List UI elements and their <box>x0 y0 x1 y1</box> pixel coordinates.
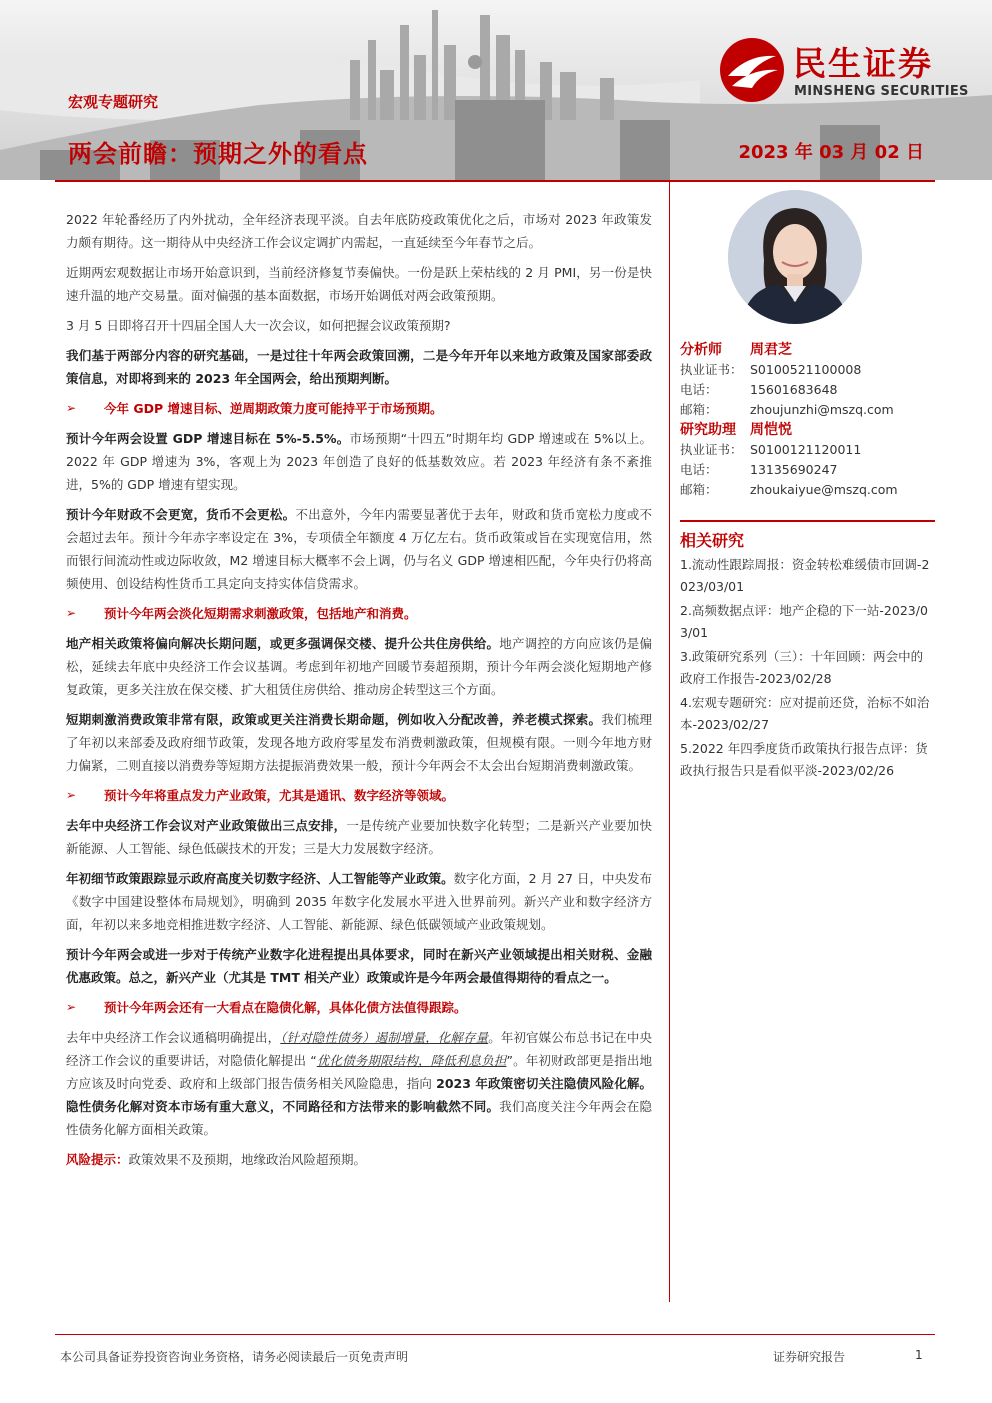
risk-note <box>66 1148 652 1171</box>
logo-mark-icon <box>718 36 788 106</box>
paragraph <box>66 943 652 989</box>
arrow-bullet-icon: ➢ <box>66 606 77 620</box>
key-point-text: 今年 GDP 增速目标、逆周期政策力度可能持平于市场预期。 <box>104 401 443 416</box>
paragraph-text: 不出意外，今年内需要显著优于去年，财政和货币宽松力度或不会超过去年。预计今年赤字率设定在 3%，专项债全年额度 4 万亿左右。货币政策或旨在实现宽信用，然而银行间流动性或边际收敛，M2 增速目标大概率不会上调，仍与名义 GDP 增速相匹配，今年央行仍将高频使用、创设结构性货币工具定向支持实体信贷需求。 <box>66 507 652 591</box>
paragraph <box>66 867 652 936</box>
paragraph: 近期两宏观数据让市场开始意识到，当前经济修复节奏偏快。一份是跃上荣枯线的 2 月 PMI，另一份是快速升温的地产交易量。面对偏强的基本面数据，市场开始调低对两会政策预期。 <box>66 265 652 303</box>
bold-text: 预计今年两会设置 GDP 增速目标在 5%-5.5%。 <box>66 431 350 446</box>
paragraph-text: ”。年初财政部更是指出地方应该及时向党委、政府和上级部门报告债务相关风险隐患，指向 <box>66 1053 652 1091</box>
portrait-image <box>728 190 862 324</box>
paragraph-text: 地产调控的方向应该仍是偏松，延续去年底中央经济工作会议基调。考虑到年初地产回暖节奏超预期，预计今年两会淡化短期地产修复政策，更多关注放在保交楼、扩大租赁住房供给、推动房企转型这三个方面。 <box>66 636 652 697</box>
related-item[interactable]: 2.高频数据点评：地产企稳的下一站-2023/03/01 <box>680 603 928 640</box>
analyst-photo <box>728 190 862 324</box>
paragraph-text: 我们梳理了年初以来部委及政府细节政策，发现各地方政府零星发布消费刺激政策，但规模有限。一则今年地方财力偏紧，二则直接以消费券等短期方法提振消费效果一般，预计今年两会不太会出台短期消费刺激政策。 <box>66 712 652 773</box>
key-point-text: 预计今年将重点发力产业政策，尤其是通讯、数字经济等领域。 <box>104 788 455 803</box>
phone-label: 电话： <box>680 462 718 477</box>
analyst-email-row <box>680 400 935 420</box>
emphasis-text: （针对隐性债务）遏制增量，化解存量 <box>280 1030 489 1045</box>
key-point-text: 预计今年两会还有一大看点在隐债化解，具体化债方法值得跟踪。 <box>104 1000 467 1015</box>
assistant-row <box>680 420 935 440</box>
email-link[interactable]: zhoujunzhi@mszq.com <box>750 402 894 417</box>
bold-text: 预计今年财政不会更宽，货币不会更松。 <box>66 507 296 522</box>
phone-number: 15601683648 <box>750 382 838 397</box>
assistant-cert-row <box>680 440 935 460</box>
paragraph-text: 数字化方面，2 月 27 日，中央发布《数字中国建设整体布局规划》，明确到 2035 年数字化发展水平进入世界前列。新兴产业和数字经济方面，年初以来多地竞相推进数字经济、人工智能、新能源、绿色低碳领域产业政策规划。 <box>66 871 652 932</box>
footer-report-kind: 证券研究报告 <box>773 1350 846 1364</box>
arrow-bullet-icon: ➢ <box>66 788 77 802</box>
phone-number: 13135690247 <box>750 462 838 477</box>
column-divider <box>669 182 670 1302</box>
bold-text: 短期刺激消费政策非常有限，政策或更关注消费长期命题，例如收入分配改善，养老模式探索。 <box>66 712 602 727</box>
header-rule <box>55 180 935 182</box>
analyst-phone-row <box>680 380 935 400</box>
paragraph-text: 市场预期“十四五”时期年均 GDP 增速或在 5%以上。2022 年 GDP 增速为 3%，客观上为 2023 年创造了良好的低基数效应。若 2023 年经济有条不紊推进，5%的 GDP 增速有望实现。 <box>66 431 652 492</box>
header-banner <box>0 0 992 180</box>
logo-name: 民生证券 <box>793 44 933 83</box>
email-label: 邮箱： <box>680 482 718 497</box>
analyst-name: 周君芝 <box>750 342 792 358</box>
related-item[interactable]: 5.2022 年四季度货币政策执行报告点评：货政执行报告只是看似平淡-2023/02/26 <box>680 741 928 778</box>
report-date: 2023 年 03 月 02 日 <box>738 142 924 163</box>
related-rule <box>680 520 935 522</box>
paragraph <box>66 1026 652 1141</box>
risk-label: 风险提示： <box>66 1152 129 1167</box>
page-number: 1 <box>915 1348 923 1362</box>
bold-text: 地产相关政策将偏向解决长期问题，或更多强调保交楼、提升公共住房供给。 <box>66 636 500 651</box>
footer-disclaimer: 本公司具备证券投资咨询业务资格，请务必阅读最后一页免责声明 <box>60 1350 409 1364</box>
analyst-info <box>680 340 935 500</box>
key-point <box>66 996 652 1019</box>
bold-text: 年初细节政策跟踪显示政府高度关切数字经济、人工智能等产业政策。 <box>66 871 454 886</box>
email-link[interactable]: zhoukaiyue@mszq.com <box>750 482 898 497</box>
paragraph-text: 我们高度关注今年两会在隐性债务化解方面相关政策。 <box>66 1099 652 1137</box>
assistant-email-row <box>680 480 935 500</box>
paragraph-text: 一是传统产业要加快数字化转型；二是新兴产业要加快新能源、人工智能、绿色低碳技术的开发；三是大力发展数字经济。 <box>66 818 652 856</box>
paragraph <box>66 632 652 701</box>
related-item[interactable]: 4.宏观专题研究：应对提前还贷，治标不如治本-2023/02/27 <box>680 695 930 732</box>
emphasis-text: 优化债务期限结构，降低利息负担 <box>316 1053 507 1068</box>
logo-subtitle: MINSHENG SECURITIES <box>794 84 969 99</box>
analyst-row <box>680 340 935 360</box>
footer-rule <box>55 1334 935 1335</box>
paragraph <box>66 503 652 595</box>
email-label: 邮箱： <box>680 402 718 417</box>
analyst-label: 分析师 <box>680 342 722 358</box>
main-content <box>66 208 652 1178</box>
related-item[interactable]: 3.政策研究系列（三）：十年回顾：两会中的政府工作报告-2023/02/28 <box>680 649 924 686</box>
assistant-phone-row <box>680 460 935 480</box>
arrow-bullet-icon: ➢ <box>66 401 77 415</box>
assistant-name: 周恺悦 <box>750 422 792 438</box>
paragraph-text: 。年初官媒公布总书记在中央经济工作会议的重要讲话，对隐债化解提出 “ <box>66 1030 652 1068</box>
paragraph <box>66 427 652 496</box>
key-point <box>66 397 652 420</box>
bold-text: 预计今年两会或进一步对于传统产业数字化进程提出具体要求，同时在新兴产业领域提出相关财税、金融优惠政策。总之，新兴产业（尤其是 TMT 相关产业）政策或许是今年两会最值得期待的看点之一。 <box>66 947 652 985</box>
key-point-text: 预计今年两会淡化短期需求刺激政策，包括地产和消费。 <box>104 606 417 621</box>
arrow-bullet-icon: ➢ <box>66 1000 77 1014</box>
assistant-label: 研究助理 <box>680 422 736 438</box>
key-point <box>66 602 652 625</box>
paragraph: 3 月 5 日即将召开十四届全国人大一次会议，如何把握会议政策预期? <box>66 318 451 333</box>
paragraph <box>66 708 652 777</box>
cert-label: 执业证书： <box>680 442 743 457</box>
analyst-cert-row <box>680 360 935 380</box>
report-type: 宏观专题研究 <box>68 93 159 111</box>
paragraph <box>66 814 652 860</box>
key-point <box>66 784 652 807</box>
company-logo <box>718 36 968 106</box>
paragraph: 2022 年轮番经历了内外扰动，全年经济表现平淡。自去年底防疫政策优化之后，市场对 2023 年政策发力颇有期待。这一期待从中央经济工作会议定调扩内需起，一直延续至今年春节之后。 <box>66 212 652 250</box>
page-title: 两会前瞻：预期之外的看点 <box>68 140 368 168</box>
cert-number: S0100521100008 <box>750 362 862 377</box>
bold-text: 2023 年政策密切关注隐债风险化解。隐性债务化解对资本市场有重大意义，不同路径和方法带来的影响截然不同。 <box>66 1076 652 1114</box>
bold-text: 我们基于两部分内容的研究基础，一是过往十年两会政策回溯，二是今年开年以来地方政策及国家部委政策信息，对即将到来的 2023 年全国两会，给出预期判断。 <box>66 348 652 386</box>
phone-label: 电话： <box>680 382 718 397</box>
related-item[interactable]: 1.流动性跟踪周报：资金转松难缓债市回调-2023/03/01 <box>680 557 930 594</box>
bold-text: 去年中央经济工作会议对产业政策做出三点安排， <box>66 818 347 833</box>
paragraph-text: 去年中央经济工作会议通稿明确提出， <box>66 1030 281 1045</box>
related-list <box>680 554 930 784</box>
cert-label: 执业证书： <box>680 362 743 377</box>
paragraph <box>66 344 652 390</box>
related-title: 相关研究 <box>680 531 745 550</box>
cert-number: S0100121120011 <box>750 442 862 457</box>
risk-text: 政策效果不及预期，地缘政治风险超预期。 <box>128 1152 367 1167</box>
